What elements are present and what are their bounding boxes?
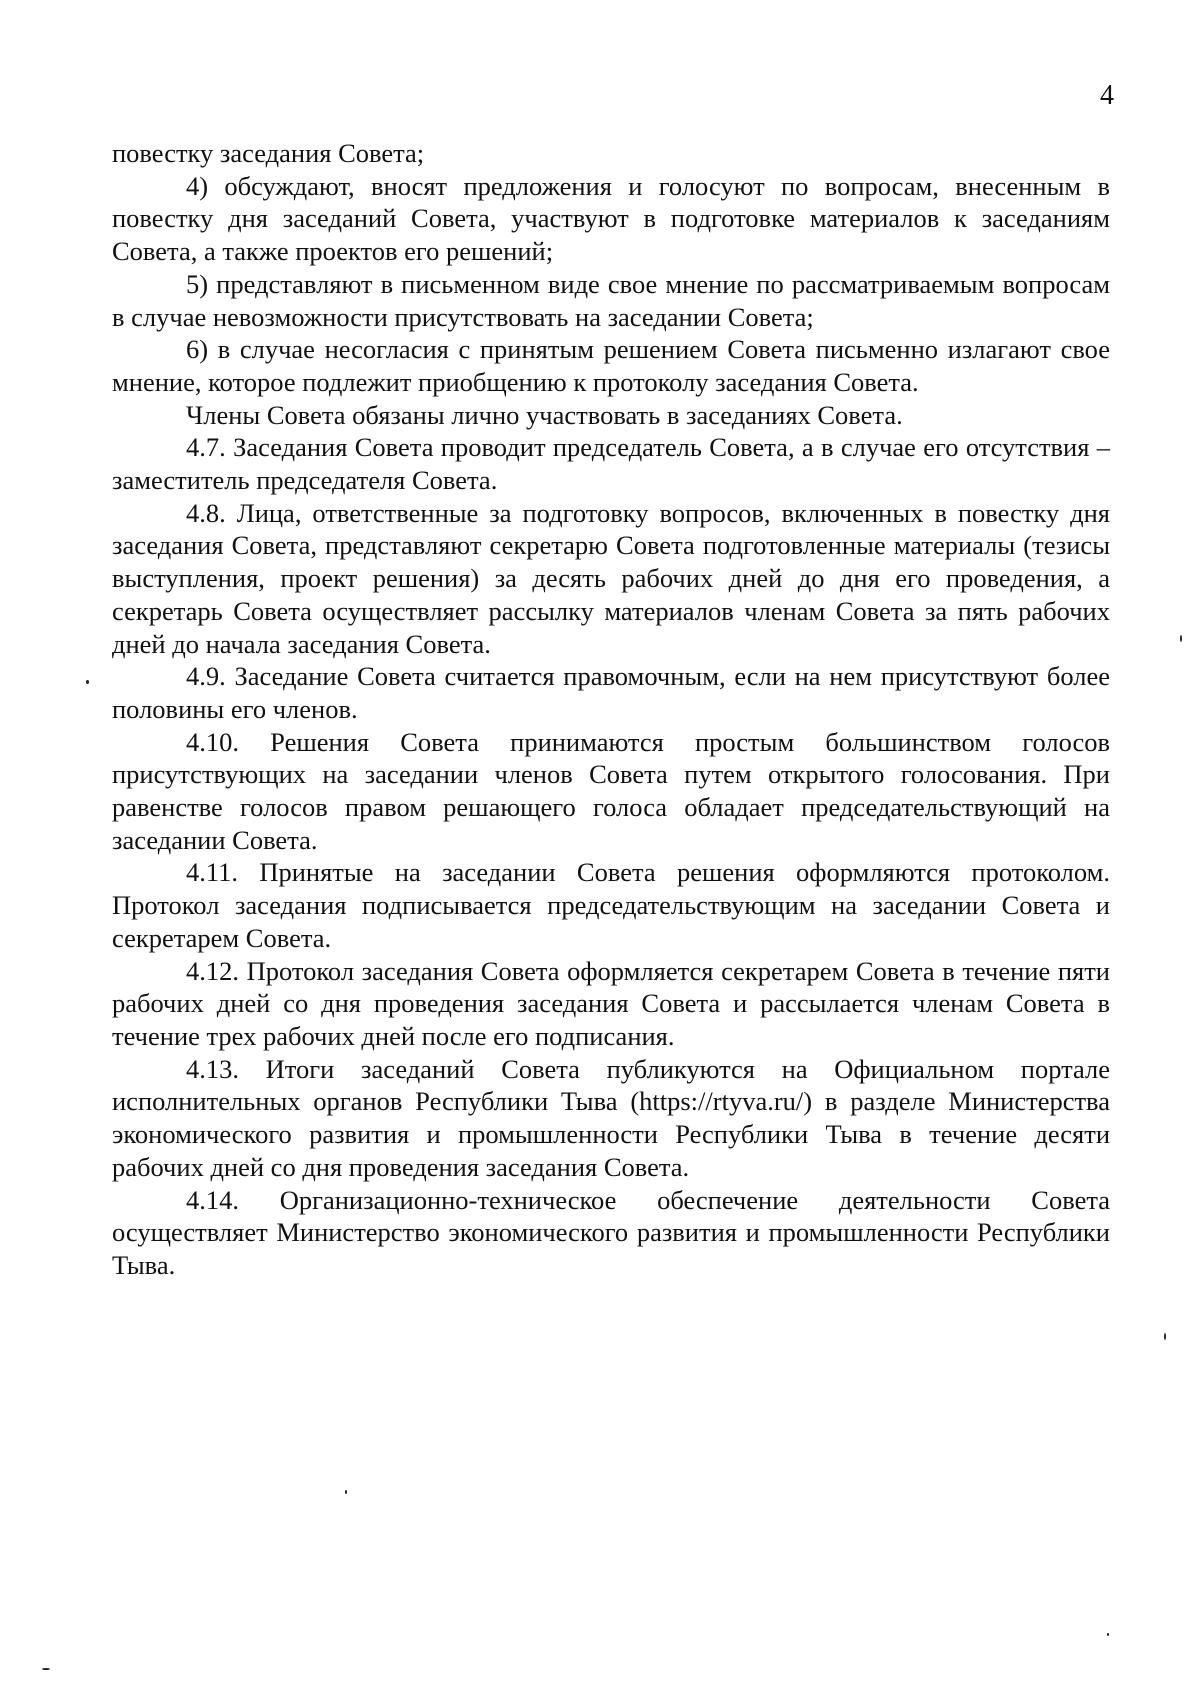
paragraph-4-11: 4.11. Принятые на заседании Совета решения оформляются протоколом. Протокол заседания подписывается председательствующим на заседании Совета и секретарем Совета.	[112, 857, 1110, 953]
paragraph-item-5: 5) представляют в письменном виде свое мнение по рассматриваемым вопросам в случае невозможности присутствовать на заседании Совета;	[112, 268, 1110, 332]
paragraph-4-13: 4.13. Итоги заседаний Совета публикуются на Официальном портале исполнительных органов Республики Тыва (https://rtyva.ru/) в разделе Министерства экономического развития и промышленности Республики Тыва в течение десяти рабочих дней со дня проведения заседания Совета.	[112, 1053, 1110, 1182]
scan-speck	[1107, 1633, 1109, 1636]
scan-speck	[1164, 1333, 1166, 1340]
paragraph-continuation: повестку заседания Совета;	[112, 138, 425, 168]
scan-speck	[1180, 635, 1182, 642]
paragraph-item-6: 6) в случае несогласия с принятым решением Совета письменно излагают свое мнение, которое подлежит приобщению к протоколу заседания Совета.	[112, 334, 1110, 397]
paragraph-4-10: 4.10. Решения Совета принимаются простым большинством голосов присутствующих на заседании членов Совета путем открытого голосования. При равенстве голосов правом решающего голоса обладает председательствующий на заседании Совета.	[112, 726, 1110, 855]
scan-speck	[42, 1668, 50, 1670]
scan-speck	[86, 680, 89, 684]
scan-speck	[345, 1490, 347, 1494]
paragraph-item-4: 4) обсуждают, вносят предложения и голосуют по вопросам, внесенным в повестку дня заседаний Совета, участвуют в подготовке материалов к заседаниям Совета, а также проектов его решений;	[112, 170, 1110, 267]
page-number: 4	[1100, 80, 1114, 111]
paragraph-4-8: 4.8. Лица, ответственные за подготовку вопросов, включенных в повестку дня заседания Совета, представляют секретарю Совета подготовленные материалы (тезисы выступления, проект решения) за десять рабочих дней до дня его проведения, а секретарь Совета осуществляет рассылку материалов членам Совета за пять рабочих дней до начала заседания Совета.	[112, 497, 1110, 659]
paragraph-members-obligation: Члены Совета обязаны лично участвовать в заседаниях Совета.	[186, 399, 903, 430]
paragraph-4-12: 4.12. Протокол заседания Совета оформляется секретарем Совета в течение пяти рабочих дней со дня проведения заседания Совета и рассылается членам Совета в течение трех рабочих дней после его подписания.	[112, 955, 1110, 1051]
paragraph-4-9: 4.9. Заседание Совета считается правомочным, если на нем присутствуют более половины его членов.	[112, 661, 1110, 724]
document-body	[112, 137, 1110, 1282]
paragraph-4-14: 4.14. Организационно-техническое обеспечение деятельности Совета осуществляет Министерство экономического развития и промышленности Республики Тыва.	[112, 1184, 1110, 1280]
paragraph-4-7: 4.7. Заседания Совета проводит председатель Совета, а в случае его отсутствия – заместитель председателя Совета.	[112, 432, 1110, 496]
